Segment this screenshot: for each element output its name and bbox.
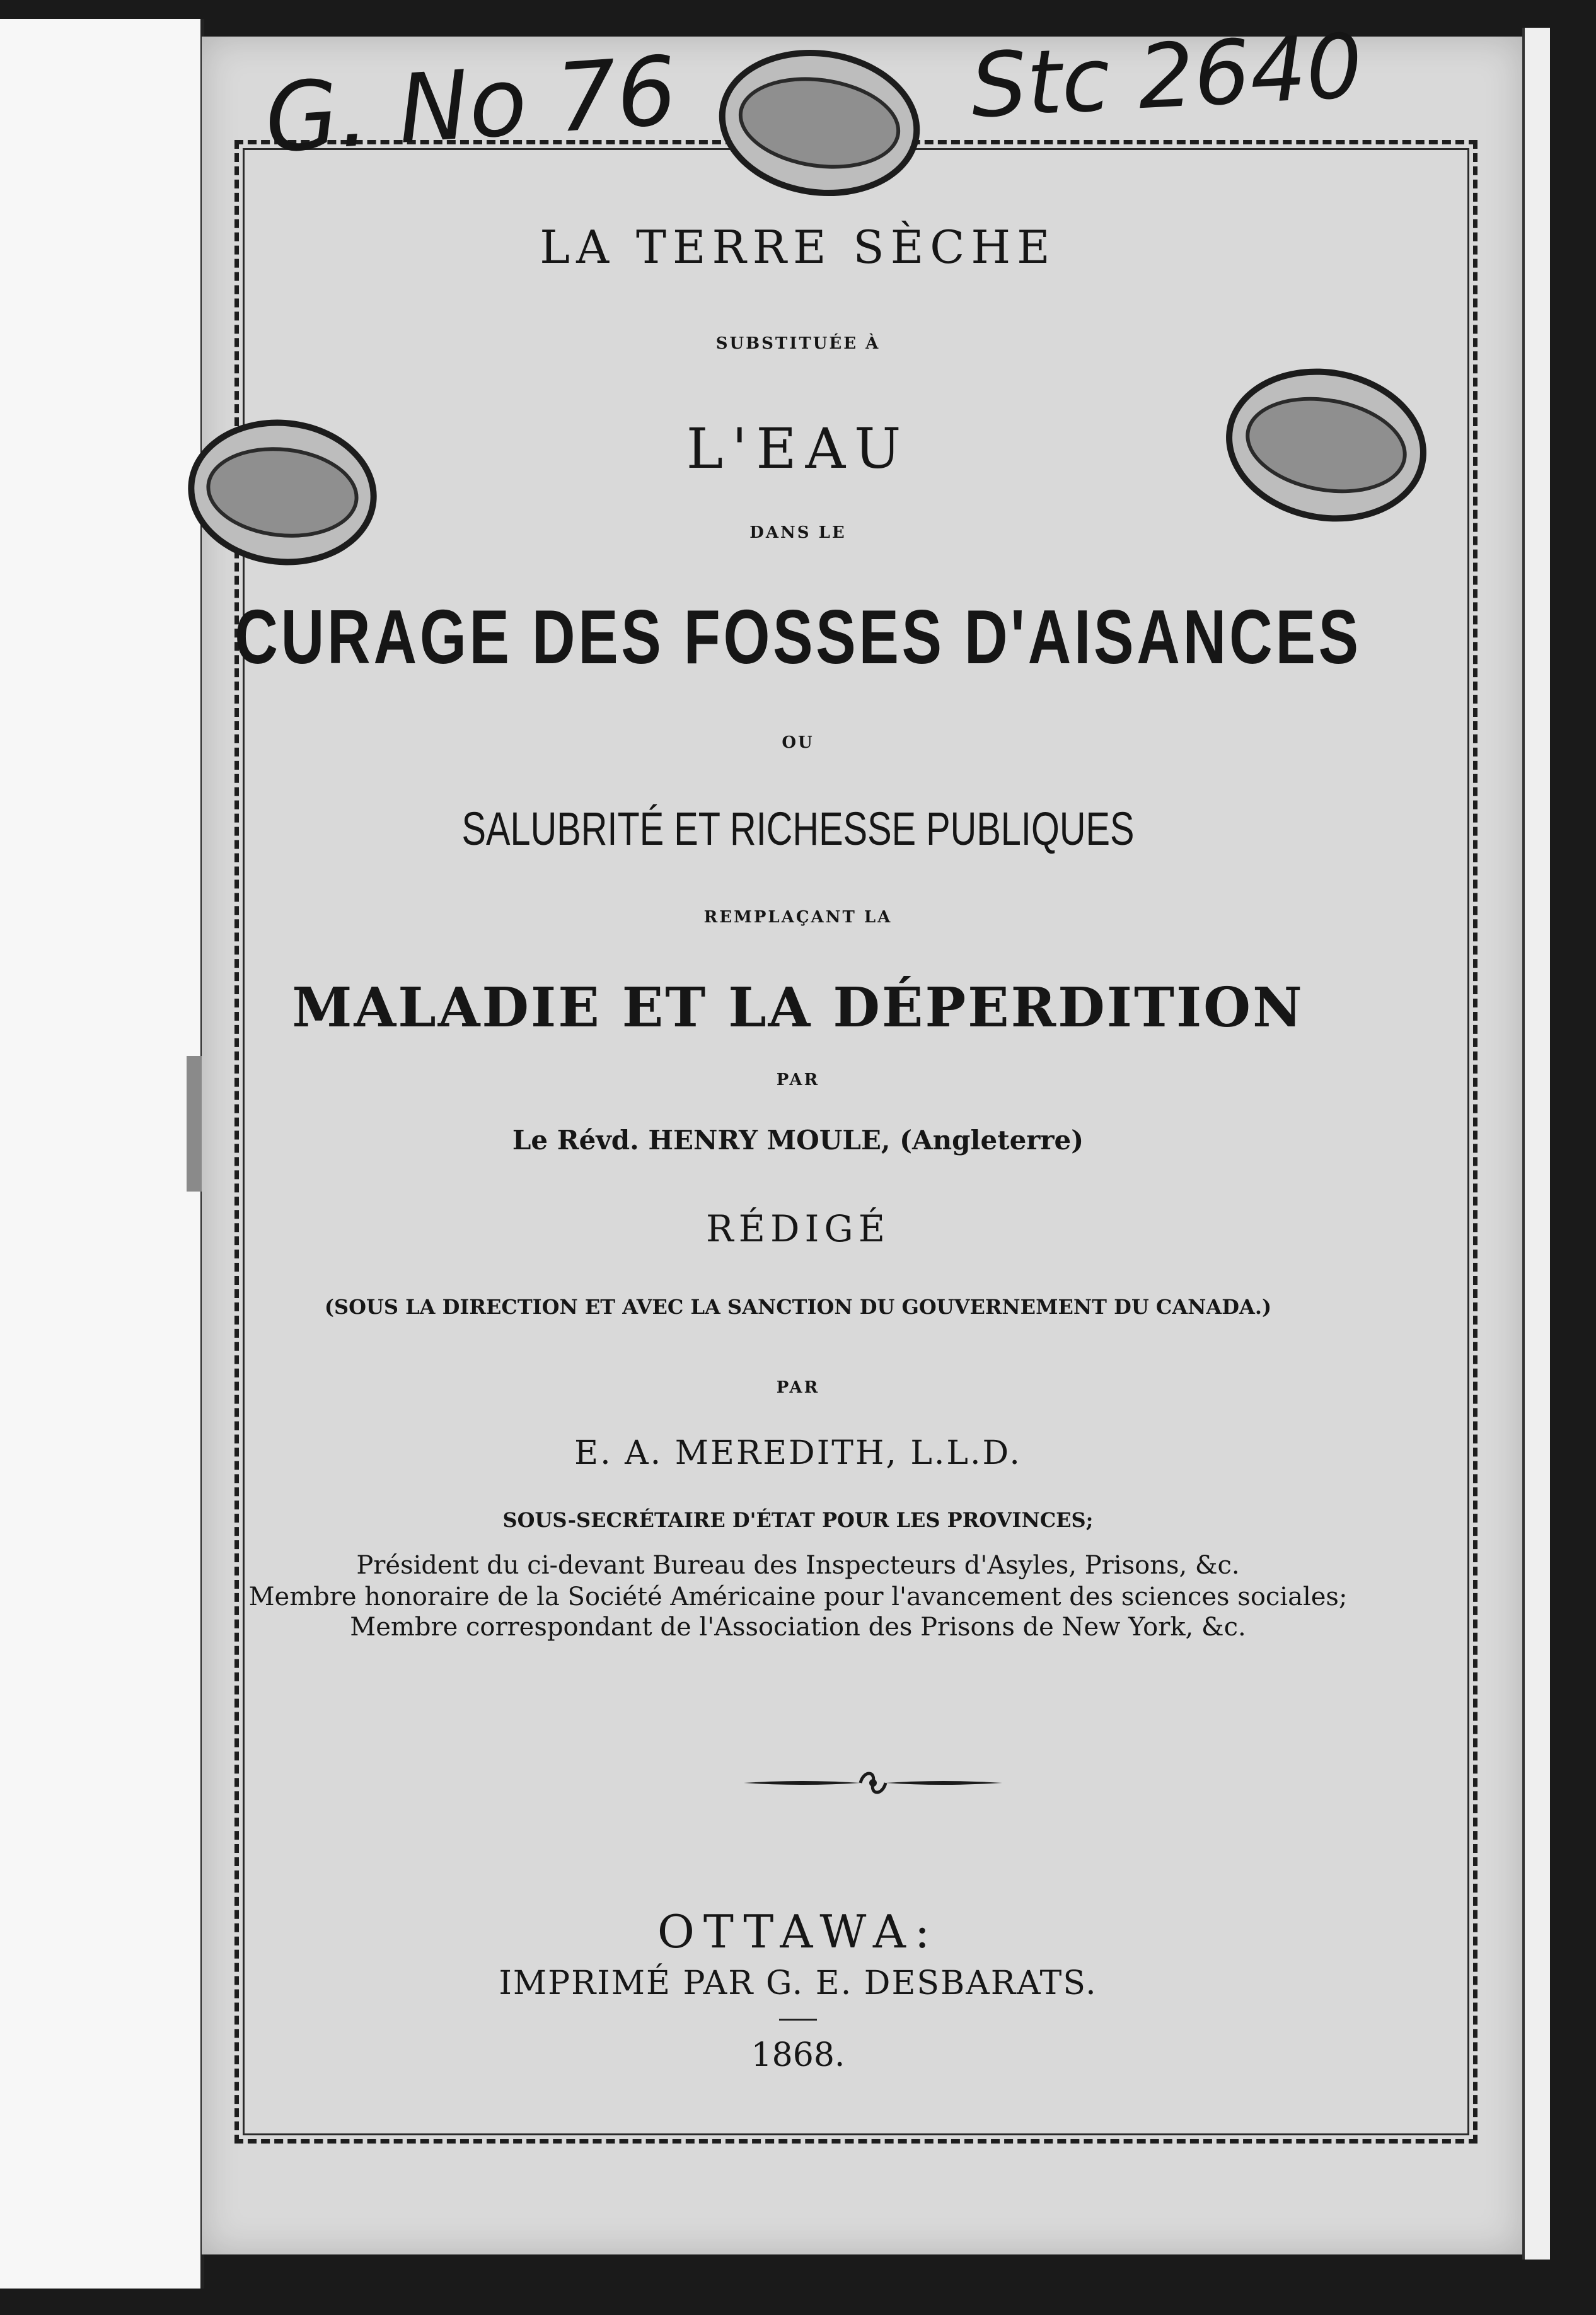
title-line-dans-le: DANS LE: [749, 523, 847, 542]
par-label: PAR: [776, 1070, 820, 1089]
title-line-salubrite: SALUBRITÉ ET RICHESSE PUBLIQUES: [461, 803, 1135, 855]
editor-role-3: Membre honoraire de la Société Américaine pour l'avancement des sciences sociales;: [248, 1582, 1348, 1611]
imprint-printer: IMPRIMÉ PAR G. E. DESBARATS.: [499, 1964, 1097, 2002]
editor-role-1: SOUS-SECRÉTAIRE D'ÉTAT POUR LES PROVINCES;: [502, 1508, 1094, 1532]
imprint-rule: [779, 2019, 817, 2021]
title-line-maladie: MALADIE ET LA DÉPERDITION: [292, 976, 1304, 1040]
title-line-terre-seche: LA TERRE SÈCHE: [540, 221, 1056, 274]
title-line-eau: L'EAU: [686, 416, 910, 481]
par-label-2: PAR: [776, 1378, 820, 1397]
editor-name: E. A. MEREDITH, L.L.D.: [574, 1434, 1022, 1472]
editor-role-2: Président du ci-devant Bureau des Inspecteurs d'Asyles, Prisons, &c.: [356, 1551, 1240, 1580]
title-line-curage: CURAGE DES FOSSES D'AISANCES: [234, 594, 1362, 680]
ornament-divider: [741, 1764, 1005, 1802]
author-name: Le Révd. HENRY MOULE, (Angleterre): [512, 1125, 1084, 1156]
title-line-substituee: SUBSTITUÉE À: [715, 334, 881, 353]
title-line-remplacant: REMPLAÇANT LA: [703, 908, 893, 927]
imprint-year: 1868.: [751, 2036, 845, 2074]
imprint-city: OTTAWA:: [657, 1905, 939, 1958]
handwritten-catalog-number: G. No 76: [261, 36, 681, 175]
redige-heading: RÉDIGÉ: [705, 1207, 891, 1250]
handwritten-shelf-mark: Stc 2640: [968, 15, 1365, 139]
editor-role-4: Membre correspondant de l'Association des Prisons de New York, &c.: [350, 1613, 1246, 1642]
sanction-line: (SOUS LA DIRECTION ET AVEC LA SANCTION DU GOUVERNEMENT DU CANADA.): [324, 1295, 1272, 1319]
title-line-ou: OU: [782, 733, 814, 752]
